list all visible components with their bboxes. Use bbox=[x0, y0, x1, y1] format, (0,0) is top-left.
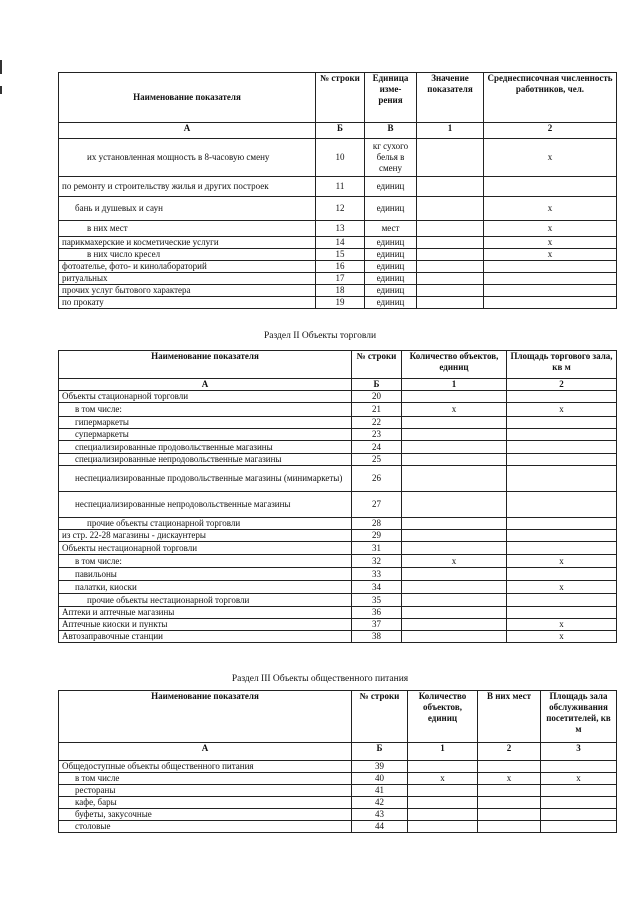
row-number-cell: 39 bbox=[352, 761, 408, 773]
row-name-cell: неспециализированные непродовольственные магазины bbox=[59, 492, 352, 518]
value-cell[interactable] bbox=[417, 237, 484, 249]
row-name-cell: специализированные непродовольственные магазины bbox=[59, 454, 352, 466]
table-row bbox=[59, 177, 617, 197]
unit-cell: единиц bbox=[365, 285, 417, 297]
value-cell[interactable]: х bbox=[484, 139, 617, 177]
row-number-cell: 36 bbox=[352, 607, 402, 619]
row-name-cell: Аптеки и аптечные магазины bbox=[59, 607, 352, 619]
row-name-cell: Аптечные киоски и пункты bbox=[59, 619, 352, 631]
unit-cell: единиц bbox=[365, 273, 417, 285]
value-cell[interactable] bbox=[417, 221, 484, 237]
unit-cell: единиц bbox=[365, 297, 417, 309]
table-row bbox=[59, 555, 617, 568]
code-cell: 2 bbox=[478, 743, 541, 761]
row-name-cell: фотоателье, фото- и кинолабораторий bbox=[59, 261, 316, 273]
code-cell: Б bbox=[316, 123, 365, 139]
row-number-cell: 29 bbox=[352, 530, 402, 542]
col-header-count: Количество объектов, единиц bbox=[402, 351, 507, 379]
value-cell[interactable]: х bbox=[507, 555, 617, 568]
row-number-cell: 24 bbox=[352, 441, 402, 454]
code-cell: Б bbox=[352, 379, 402, 391]
value-cell[interactable] bbox=[541, 821, 617, 833]
value-cell[interactable] bbox=[541, 797, 617, 809]
col-header-hall-area: Площадь зала обслуживания посетителей, кв м bbox=[541, 691, 617, 743]
table-row bbox=[59, 221, 617, 237]
row-name-cell: парикмахерские и косметические услуги bbox=[59, 237, 316, 249]
value-cell[interactable] bbox=[541, 761, 617, 773]
code-cell: 2 bbox=[484, 123, 617, 139]
code-cell: А bbox=[59, 379, 352, 391]
value-cell[interactable] bbox=[478, 809, 541, 821]
code-cell: В bbox=[365, 123, 417, 139]
row-number-cell: 16 bbox=[316, 261, 365, 273]
table-row bbox=[59, 761, 617, 773]
table-row bbox=[59, 261, 617, 273]
col-header-name: Наименование показателя bbox=[59, 73, 316, 123]
row-number-cell: 26 bbox=[352, 466, 402, 492]
row-number-cell: 33 bbox=[352, 568, 402, 581]
value-cell[interactable] bbox=[484, 273, 617, 285]
table-row bbox=[59, 594, 617, 607]
code-cell: А bbox=[59, 743, 352, 761]
table-row bbox=[59, 773, 617, 785]
value-cell[interactable] bbox=[417, 297, 484, 309]
trade-objects-table bbox=[58, 350, 617, 643]
value-cell[interactable] bbox=[402, 518, 507, 530]
value-cell[interactable] bbox=[507, 542, 617, 555]
table-row bbox=[59, 466, 617, 492]
row-number-cell: 17 bbox=[316, 273, 365, 285]
value-cell[interactable] bbox=[507, 429, 617, 441]
value-cell[interactable] bbox=[507, 441, 617, 454]
value-cell[interactable] bbox=[478, 761, 541, 773]
unit-cell: кг сухого белья в смену bbox=[365, 139, 417, 177]
table-row bbox=[59, 809, 617, 821]
value-cell[interactable] bbox=[484, 261, 617, 273]
table-row bbox=[59, 530, 617, 542]
col-header-row-no: № строки bbox=[316, 73, 365, 123]
table-row bbox=[59, 249, 617, 261]
value-cell[interactable] bbox=[507, 594, 617, 607]
row-name-cell: в том числе: bbox=[59, 403, 352, 417]
services-table bbox=[58, 72, 617, 309]
row-number-cell: 35 bbox=[352, 594, 402, 607]
value-cell[interactable] bbox=[507, 568, 617, 581]
scan-edge-mark bbox=[0, 86, 2, 94]
row-number-cell: 12 bbox=[316, 197, 365, 221]
row-number-cell: 22 bbox=[352, 417, 402, 429]
row-number-cell: 10 bbox=[316, 139, 365, 177]
unit-cell: единиц bbox=[365, 197, 417, 221]
unit-cell: мест bbox=[365, 221, 417, 237]
value-cell[interactable] bbox=[417, 177, 484, 197]
value-cell[interactable] bbox=[402, 631, 507, 643]
row-number-cell: 32 bbox=[352, 555, 402, 568]
value-cell[interactable]: х bbox=[408, 773, 478, 785]
code-cell: А bbox=[59, 123, 316, 139]
value-cell[interactable] bbox=[402, 619, 507, 631]
value-cell[interactable] bbox=[507, 607, 617, 619]
value-cell[interactable]: х bbox=[507, 631, 617, 643]
code-cell: Б bbox=[352, 743, 408, 761]
value-cell[interactable]: х bbox=[541, 773, 617, 785]
value-cell[interactable] bbox=[484, 285, 617, 297]
row-number-cell: 20 bbox=[352, 391, 402, 403]
table-row bbox=[59, 631, 617, 643]
value-cell[interactable] bbox=[417, 139, 484, 177]
value-cell[interactable] bbox=[478, 821, 541, 833]
table-row bbox=[59, 441, 617, 454]
row-name-cell: прочие объекты стационарной торговли bbox=[59, 518, 352, 530]
row-name-cell: в том числе: bbox=[59, 555, 352, 568]
value-cell[interactable]: х bbox=[402, 403, 507, 417]
value-cell[interactable] bbox=[417, 249, 484, 261]
value-cell[interactable] bbox=[402, 417, 507, 429]
table-row bbox=[59, 581, 617, 594]
table-row bbox=[59, 197, 617, 221]
row-name-cell: супермаркеты bbox=[59, 429, 352, 441]
table-row bbox=[59, 285, 617, 297]
value-cell[interactable]: х bbox=[484, 197, 617, 221]
row-number-cell: 31 bbox=[352, 542, 402, 555]
value-cell[interactable] bbox=[507, 417, 617, 429]
row-number-cell: 43 bbox=[352, 809, 408, 821]
row-name-cell: бань и душевых и саун bbox=[59, 197, 316, 221]
value-cell[interactable] bbox=[478, 797, 541, 809]
header-row bbox=[59, 351, 617, 379]
value-cell[interactable] bbox=[507, 518, 617, 530]
row-number-cell: 19 bbox=[316, 297, 365, 309]
value-cell[interactable] bbox=[408, 809, 478, 821]
row-name-cell: кафе, бары bbox=[59, 797, 352, 809]
row-number-cell: 28 bbox=[352, 518, 402, 530]
value-cell[interactable] bbox=[408, 821, 478, 833]
unit-cell: единиц bbox=[365, 237, 417, 249]
row-number-cell: 18 bbox=[316, 285, 365, 297]
row-name-cell: палатки, киоски bbox=[59, 581, 352, 594]
value-cell[interactable]: х bbox=[507, 581, 617, 594]
col-header-unit: Единица изме-рения bbox=[365, 73, 417, 123]
value-cell[interactable] bbox=[417, 273, 484, 285]
col-header-seats: В них мест bbox=[478, 691, 541, 743]
table-row bbox=[59, 429, 617, 441]
value-cell[interactable] bbox=[507, 530, 617, 542]
col-header-area: Площадь торгового зала, кв м bbox=[507, 351, 617, 379]
row-name-cell: в том числе bbox=[59, 773, 352, 785]
row-number-cell: 42 bbox=[352, 797, 408, 809]
row-number-cell: 41 bbox=[352, 785, 408, 797]
code-row bbox=[59, 743, 617, 761]
table-row bbox=[59, 568, 617, 581]
section-2-title: Раздел II Объекты торговли bbox=[263, 331, 377, 341]
value-cell[interactable] bbox=[484, 297, 617, 309]
code-cell: 3 bbox=[541, 743, 617, 761]
row-number-cell: 23 bbox=[352, 429, 402, 441]
row-name-cell: в них мест bbox=[59, 221, 316, 237]
value-cell[interactable]: х bbox=[484, 221, 617, 237]
row-name-cell: Объекты стационарной торговли bbox=[59, 391, 352, 403]
value-cell[interactable]: х bbox=[484, 237, 617, 249]
value-cell[interactable] bbox=[417, 285, 484, 297]
row-name-cell: по прокату bbox=[59, 297, 316, 309]
value-cell[interactable] bbox=[402, 454, 507, 466]
col-header-name: Наименование показателя bbox=[59, 351, 352, 379]
col-header-name: Наименование показателя bbox=[59, 691, 352, 743]
row-name-cell: буфеты, закусочные bbox=[59, 809, 352, 821]
value-cell[interactable] bbox=[507, 492, 617, 518]
table-row bbox=[59, 417, 617, 429]
value-cell[interactable] bbox=[417, 197, 484, 221]
value-cell[interactable]: х bbox=[507, 403, 617, 417]
value-cell[interactable]: х bbox=[484, 249, 617, 261]
value-cell[interactable] bbox=[408, 785, 478, 797]
col-header-value: Значение показателя bbox=[417, 73, 484, 123]
row-name-cell: Общедоступные объекты общественного питания bbox=[59, 761, 352, 773]
row-name-cell: павильоны bbox=[59, 568, 352, 581]
col-header-staff: Среднесписочная численность работников, чел. bbox=[484, 73, 617, 123]
header-row bbox=[59, 691, 617, 743]
row-name-cell: специализированные продовольственные магазины bbox=[59, 441, 352, 454]
table-row bbox=[59, 454, 617, 466]
value-cell[interactable] bbox=[402, 530, 507, 542]
catering-objects-table bbox=[58, 690, 617, 833]
value-cell[interactable] bbox=[541, 809, 617, 821]
value-cell[interactable] bbox=[402, 594, 507, 607]
table-row bbox=[59, 403, 617, 417]
table-row bbox=[59, 139, 617, 177]
row-number-cell: 38 bbox=[352, 631, 402, 643]
row-name-cell: Автозаправочные станции bbox=[59, 631, 352, 643]
section-3-title: Раздел III Объекты общественного питания bbox=[231, 674, 409, 684]
value-cell[interactable] bbox=[507, 466, 617, 492]
row-number-cell: 27 bbox=[352, 492, 402, 518]
row-name-cell: столовые bbox=[59, 821, 352, 833]
header-row bbox=[59, 73, 617, 123]
table-row bbox=[59, 821, 617, 833]
row-number-cell: 13 bbox=[316, 221, 365, 237]
unit-cell: единиц bbox=[365, 261, 417, 273]
row-name-cell: гипермаркеты bbox=[59, 417, 352, 429]
row-number-cell: 40 bbox=[352, 773, 408, 785]
code-cell: 1 bbox=[408, 743, 478, 761]
row-name-cell: по ремонту и строительству жилья и других построек bbox=[59, 177, 316, 197]
code-cell: 2 bbox=[507, 379, 617, 391]
code-cell: 1 bbox=[402, 379, 507, 391]
value-cell[interactable] bbox=[541, 785, 617, 797]
value-cell[interactable] bbox=[478, 785, 541, 797]
table-row bbox=[59, 607, 617, 619]
value-cell[interactable] bbox=[402, 391, 507, 403]
value-cell[interactable] bbox=[402, 607, 507, 619]
table-row bbox=[59, 542, 617, 555]
col-header-row-no: № строки bbox=[352, 691, 408, 743]
col-header-count: Количество объектов, единиц bbox=[408, 691, 478, 743]
scan-edge-mark bbox=[0, 60, 2, 74]
value-cell[interactable] bbox=[408, 761, 478, 773]
row-number-cell: 34 bbox=[352, 581, 402, 594]
row-name-cell: их установленная мощность в 8-часовую смену bbox=[59, 139, 316, 177]
row-name-cell: из стр. 22-28 магазины - дискаунтеры bbox=[59, 530, 352, 542]
row-number-cell: 14 bbox=[316, 237, 365, 249]
value-cell[interactable]: х bbox=[478, 773, 541, 785]
value-cell[interactable]: х bbox=[402, 555, 507, 568]
row-name-cell: в них число кресел bbox=[59, 249, 316, 261]
row-name-cell: ритуальных bbox=[59, 273, 316, 285]
row-number-cell: 11 bbox=[316, 177, 365, 197]
code-cell: 1 bbox=[417, 123, 484, 139]
value-cell[interactable] bbox=[484, 177, 617, 197]
value-cell[interactable] bbox=[408, 797, 478, 809]
value-cell[interactable]: х bbox=[507, 619, 617, 631]
row-name-cell: прочих услуг бытового характера bbox=[59, 285, 316, 297]
row-name-cell: неспециализированные продовольственные магазины (минимаркеты) bbox=[59, 466, 352, 492]
value-cell[interactable] bbox=[507, 391, 617, 403]
row-name-cell: прочие объекты нестационарной торговли bbox=[59, 594, 352, 607]
table-row bbox=[59, 391, 617, 403]
value-cell[interactable] bbox=[402, 568, 507, 581]
row-number-cell: 37 bbox=[352, 619, 402, 631]
row-number-cell: 21 bbox=[352, 403, 402, 417]
col-header-row-no: № строки bbox=[352, 351, 402, 379]
row-number-cell: 44 bbox=[352, 821, 408, 833]
code-row bbox=[59, 379, 617, 391]
unit-cell: единиц bbox=[365, 177, 417, 197]
value-cell[interactable] bbox=[402, 429, 507, 441]
table-row bbox=[59, 785, 617, 797]
table-row bbox=[59, 237, 617, 249]
value-cell[interactable] bbox=[402, 492, 507, 518]
table-row bbox=[59, 492, 617, 518]
table-row bbox=[59, 797, 617, 809]
value-cell[interactable] bbox=[402, 466, 507, 492]
unit-cell: единиц bbox=[365, 249, 417, 261]
value-cell[interactable] bbox=[402, 542, 507, 555]
value-cell[interactable] bbox=[417, 261, 484, 273]
row-name-cell: Объекты нестационарной торговли bbox=[59, 542, 352, 555]
code-row bbox=[59, 123, 617, 139]
value-cell[interactable] bbox=[402, 441, 507, 454]
table-row bbox=[59, 619, 617, 631]
table-row bbox=[59, 297, 617, 309]
table-row bbox=[59, 518, 617, 530]
value-cell[interactable] bbox=[402, 581, 507, 594]
row-number-cell: 25 bbox=[352, 454, 402, 466]
row-number-cell: 15 bbox=[316, 249, 365, 261]
value-cell[interactable] bbox=[507, 454, 617, 466]
table-row bbox=[59, 273, 617, 285]
row-name-cell: рестораны bbox=[59, 785, 352, 797]
